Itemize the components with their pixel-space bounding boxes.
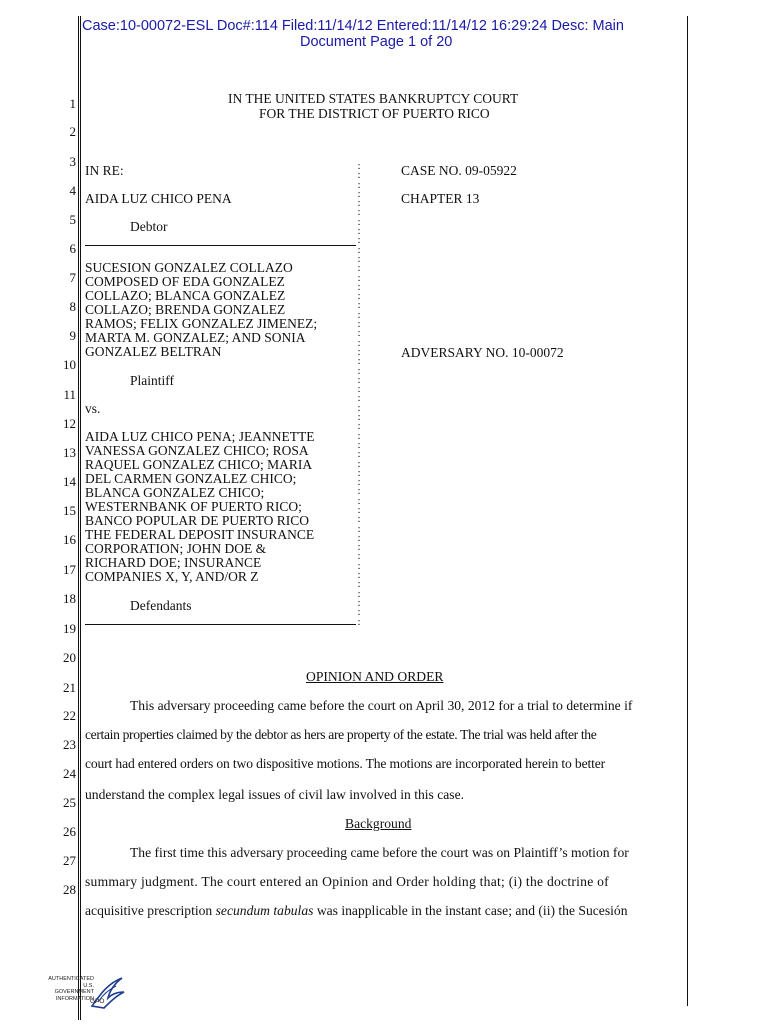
line-number: 20 [63,650,76,665]
line-number: 7 [69,270,76,285]
plaintiff-label: Plaintiff [130,373,175,388]
caption-separator-2 [85,624,356,625]
line-number: 4 [69,183,76,198]
defendant-name-line: CORPORATION; JOHN DOE & [85,541,267,556]
plaintiff-name-line: COLLAZO; BLANCA GONZALEZ [85,288,286,303]
line-number: 27 [63,853,76,868]
line-number: 9 [69,328,76,343]
line-number: 24 [63,766,76,781]
adversary-number: ADVERSARY NO. 10-00072 [401,345,564,360]
line-number: 1 [69,96,76,111]
line-number: 5 [69,212,76,227]
court-heading-line1: IN THE UNITED STATES BANKRUPTCY COURT [228,91,519,106]
defendant-name-line: WESTERNBANK OF PUERTO RICO; [85,499,302,514]
para2-line3-post: was inapplicable in the instant case; and (ii) the Sucesión [313,903,628,918]
gpo-eagle-icon [84,972,128,1012]
line-number: 3 [69,154,76,169]
filing-stamp-line2: Document Page 1 of 20 [300,34,453,50]
right-margin-rule [687,16,688,1006]
line-number: 8 [69,299,76,314]
line-number: 17 [63,562,76,577]
line-number: 15 [63,503,76,518]
defendant-names [85,430,314,584]
defendant-name-line: COMPANIES X, Y, AND/OR Z [85,569,259,584]
defendant-name-line: BANCO POPULAR DE PUERTO RICO [85,513,309,528]
caption-separator-1 [85,245,356,246]
left-margin-rule-outer [78,16,79,1020]
gpo-authentication-seal [40,972,140,1012]
in-re-label: IN RE: [85,163,124,178]
gpo-mark: GPO [90,998,105,1005]
para1-line2: certain properties claimed by the debtor as hers are property of the estate. The trial was held after the [85,727,597,742]
filing-stamp-line1: Case:10-00072-ESL Doc#:114 Filed:11/14/12 Entered:11/14/12 16:29:24 Desc: Main [82,18,624,34]
plaintiff-name-line: COLLAZO; BRENDA GONZALEZ [85,302,286,317]
plaintiff-names [85,261,317,359]
case-number: CASE NO. 09-05922 [401,163,517,178]
debtor-label: Debtor [130,219,168,234]
para1-line4: understand the complex legal issues of civil law involved in this case. [85,787,465,802]
chapter: CHAPTER 13 [401,191,480,206]
line-number: 25 [63,795,76,810]
line-number: 11 [63,387,76,402]
line-number: 12 [63,416,76,431]
defendant-name-line: VANESSA GONZALEZ CHICO; ROSA [85,443,309,458]
defendant-name-line: RICHARD DOE; INSURANCE [85,555,262,570]
line-number: 28 [63,882,76,897]
background-heading: Background [345,816,412,831]
plaintiff-name-line: SUCESION GONZALEZ COLLAZO [85,260,293,275]
plaintiff-name-line: COMPOSED OF EDA GONZALEZ [85,274,285,289]
line-number: 18 [63,591,76,606]
left-margin-rule-inner [80,16,81,1020]
para2-line1: The first time this adversary proceeding came before the court was on Plaintiff’s motion for [130,845,629,860]
line-number: 22 [63,708,76,723]
plaintiff-name-line: GONZALEZ BELTRAN [85,344,222,359]
line-number: 2 [69,124,76,139]
line-number: 6 [69,241,76,256]
line-number: 10 [63,357,76,372]
gpo-seal-line1: AUTHENTICATED [48,976,94,982]
opinion-title: OPINION AND ORDER [306,669,444,684]
gpo-seal-line2: U.S. GOVERNMENT [54,982,94,995]
caption-colon-column: : : : : : : : : : : : : : : : : : : : : : : : : : : : : : : : : : : : : : : : : : : : : : : : : : : [357,160,361,628]
plaintiff-name-line: RAMOS; FELIX GONZALEZ JIMENEZ; [85,316,318,331]
para1-line1: This adversary proceeding came before the court on April 30, 2012 for a trial to determine if [130,698,633,713]
line-number: 19 [63,621,76,636]
plaintiff-name-line: MARTA M. GONZALEZ; AND SONIA [85,330,306,345]
defendant-name-line: THE FEDERAL DEPOSIT INSURANCE [85,527,315,542]
para2-line3-italic: secundum tabulas [215,903,314,918]
para2-line2: summary judgment. The court entered an Opinion and Order holding that; (i) the doctrine of [85,874,609,889]
para2-line3 [85,903,628,919]
line-number: 26 [63,824,76,839]
defendant-name-line: AIDA LUZ CHICO PENA; JEANNETTE [85,429,315,444]
line-number: 13 [63,445,76,460]
gpo-seal-line3: INFORMATION [55,995,94,1002]
line-number: 23 [63,737,76,752]
line-number: 21 [63,680,76,695]
defendant-name-line: RAQUEL GONZALEZ CHICO; MARIA [85,457,313,472]
defendants-label: Defendants [130,598,192,613]
para2-line3-pre: acquisitive prescription [85,903,216,918]
debtor-name: AIDA LUZ CHICO PENA [85,191,232,206]
line-number: 14 [63,474,76,489]
line-number: 16 [63,532,76,547]
vs-label: vs. [85,401,101,416]
defendant-name-line: DEL CARMEN GONZALEZ CHICO; [85,471,297,486]
court-heading-line2: FOR THE DISTRICT OF PUERTO RICO [259,106,490,121]
defendant-name-line: BLANCA GONZALEZ CHICO; [85,485,265,500]
para1-line3: court had entered orders on two dispositive motions. The motions are incorporated herein to better [85,756,605,771]
